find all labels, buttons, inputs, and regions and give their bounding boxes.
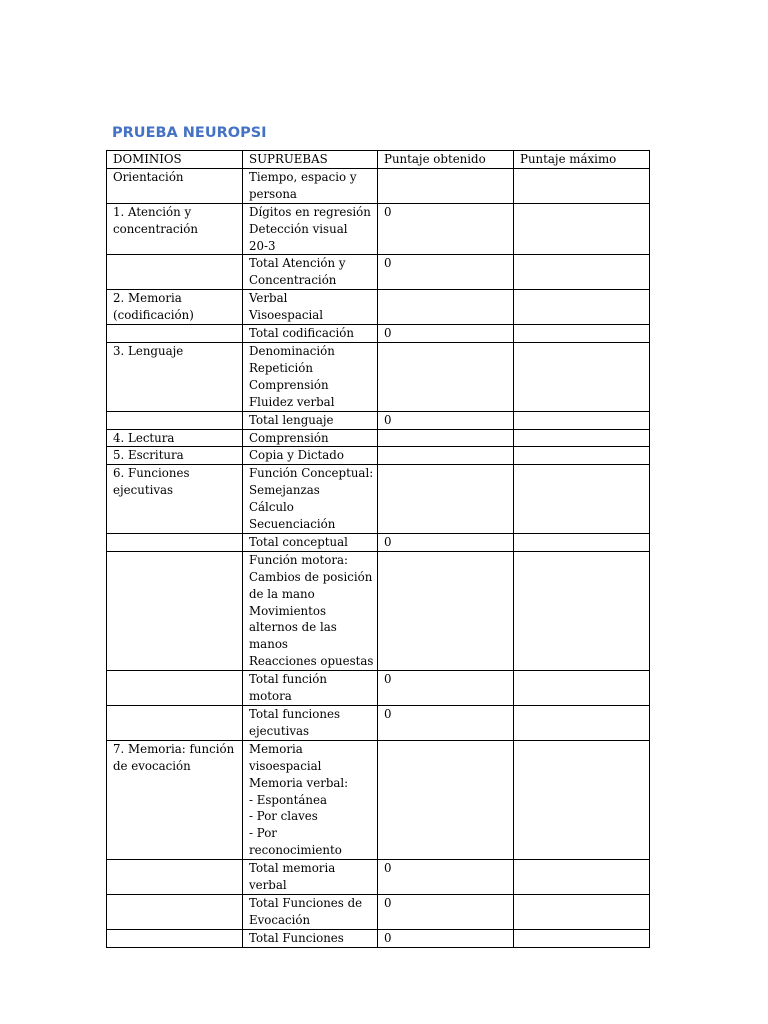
dominio-cell [107, 203, 243, 255]
subprueba-cell [243, 411, 378, 429]
puntaje-obtenido-cell [378, 429, 514, 447]
subprueba-cell-line: Semejanzas [249, 483, 320, 498]
dominio-cell [107, 706, 243, 741]
table-row [107, 740, 650, 859]
puntaje-maximo-cell [514, 671, 650, 706]
puntaje-obtenido-cell: 0 [378, 894, 514, 929]
table-row [107, 706, 650, 741]
subprueba-cell [243, 325, 378, 343]
empty-cell-line [113, 255, 242, 272]
table-row [107, 671, 650, 706]
table-row [107, 929, 650, 947]
dominio-cell [107, 929, 243, 947]
subprueba-cell-line: Repetición [249, 360, 313, 375]
puntaje-maximo-cell [514, 929, 650, 947]
neuropsi-score-table [106, 150, 650, 948]
subprueba-cell-line: Total memoria [249, 861, 336, 876]
subprueba-cell-line: reconocimiento [249, 843, 342, 858]
subprueba-cell [243, 203, 378, 255]
table-row [107, 168, 650, 203]
subprueba-cell-line: manos [249, 637, 288, 652]
empty-cell-line [113, 671, 242, 688]
dominio-cell [107, 533, 243, 551]
empty-cell-line [113, 534, 242, 551]
dominio-cell-line: 1. Atención y [113, 204, 192, 219]
puntaje-obtenido-cell [378, 342, 514, 411]
subprueba-cell-line: Total funciones [249, 707, 341, 721]
empty-cell-line [113, 412, 242, 429]
subprueba-cell [243, 551, 378, 670]
table-body [107, 168, 650, 947]
dominio-cell [107, 447, 243, 465]
subprueba-cell-line: - Espontánea [249, 792, 328, 807]
puntaje-obtenido-cell: 0 [378, 706, 514, 741]
dominio-cell-line: (codificación) [113, 308, 194, 323]
subprueba-cell [243, 255, 378, 290]
puntaje-maximo-cell [514, 740, 650, 859]
table-row [107, 465, 650, 534]
puntaje-obtenido-cell [378, 168, 514, 203]
puntaje-maximo-cell [514, 411, 650, 429]
subprueba-cell [243, 894, 378, 929]
dominio-cell-line: Orientación [113, 169, 184, 184]
subprueba-cell-line: Total función [249, 672, 327, 687]
table-row [107, 290, 650, 325]
puntaje-maximo-cell [514, 706, 650, 741]
subprueba-cell-line: Movimientos [249, 603, 327, 618]
table-row [107, 255, 650, 290]
empty-cell-line [113, 325, 242, 342]
subprueba-cell-line: Función motora: [249, 552, 348, 567]
puntaje-obtenido-cell: 0 [378, 255, 514, 290]
dominio-cell-line: concentración [113, 221, 198, 236]
subprueba-cell-line: Concentración [249, 273, 337, 288]
header-subpruebas: SUPRUEBAS [243, 151, 378, 169]
subprueba-cell [243, 168, 378, 203]
dominio-cell [107, 411, 243, 429]
subprueba-cell-line: Memoria verbal: [249, 775, 349, 790]
table-row [107, 447, 650, 465]
dominio-cell-line: de evocación [113, 758, 191, 773]
puntaje-obtenido-cell: 0 [378, 325, 514, 343]
subprueba-cell-line: Copia y Dictado [249, 448, 344, 463]
puntaje-obtenido-cell: 0 [378, 929, 514, 947]
dominio-cell [107, 671, 243, 706]
puntaje-obtenido-cell: 0 [378, 411, 514, 429]
subprueba-cell-line: Visoespacial [249, 308, 324, 323]
dominio-cell [107, 465, 243, 534]
table-row [107, 342, 650, 411]
empty-cell-line [113, 895, 242, 912]
puntaje-maximo-cell [514, 290, 650, 325]
subprueba-cell [243, 929, 378, 947]
subprueba-cell-line: Comprensión [249, 377, 329, 392]
subprueba-cell-line: Secuenciación [249, 517, 336, 532]
subprueba-cell-line: Total conceptual [249, 534, 348, 549]
table-row [107, 411, 650, 429]
puntaje-maximo-cell [514, 894, 650, 929]
puntaje-maximo-cell [514, 429, 650, 447]
table-row [107, 533, 650, 551]
dominio-cell-line: 5. Escritura [113, 448, 184, 463]
subprueba-cell-line: Total Funciones [249, 930, 344, 945]
header-dominios: DOMINIOS [107, 151, 243, 169]
puntaje-obtenido-cell [378, 290, 514, 325]
table-row [107, 203, 650, 255]
puntaje-maximo-cell [514, 551, 650, 670]
header-row [107, 151, 650, 169]
dominio-cell-line: 6. Funciones [113, 466, 190, 481]
subprueba-cell [243, 740, 378, 859]
dominio-cell [107, 551, 243, 670]
puntaje-obtenido-cell: 0 [378, 533, 514, 551]
subprueba-cell [243, 860, 378, 895]
subprueba-cell-line: Denominación [249, 343, 335, 358]
dominio-cell [107, 740, 243, 859]
subprueba-cell [243, 429, 378, 447]
dominio-cell-line: 7. Memoria: función [113, 741, 235, 756]
dominio-cell-line: ejecutivas [113, 483, 174, 498]
subprueba-cell-line: Total Funciones de [249, 895, 363, 910]
table-row [107, 894, 650, 929]
subprueba-cell-line: 20-3 [249, 238, 276, 253]
subprueba-cell [243, 533, 378, 551]
subprueba-cell-line: motora [249, 689, 292, 704]
table-row [107, 860, 650, 895]
empty-cell-line [113, 706, 242, 723]
subprueba-cell-line: ejecutivas [249, 723, 310, 738]
subprueba-cell [243, 342, 378, 411]
puntaje-obtenido-cell [378, 551, 514, 670]
puntaje-obtenido-cell: 0 [378, 860, 514, 895]
subprueba-cell [243, 465, 378, 534]
subprueba-cell-line: - Por [249, 826, 277, 841]
subprueba-cell-line: - Por claves [249, 809, 318, 824]
dominio-cell [107, 342, 243, 411]
puntaje-maximo-cell [514, 860, 650, 895]
puntaje-maximo-cell [514, 325, 650, 343]
puntaje-maximo-cell [514, 255, 650, 290]
subprueba-cell-line: Dígitos en regresión [249, 204, 371, 219]
subprueba-cell-line: Memoria [249, 741, 303, 756]
puntaje-obtenido-cell [378, 465, 514, 534]
table-row [107, 551, 650, 670]
puntaje-maximo-cell [514, 342, 650, 411]
dominio-cell [107, 168, 243, 203]
subprueba-cell-line: Cálculo [249, 500, 294, 515]
header-puntaje-maximo: Puntaje máximo [514, 151, 650, 169]
subprueba-cell-line: Total codificación [249, 326, 354, 341]
puntaje-maximo-cell [514, 465, 650, 534]
subprueba-cell-line: Fluidez verbal [249, 394, 335, 409]
table-row [107, 429, 650, 447]
subprueba-cell-line: Verbal [249, 291, 288, 306]
dominio-cell [107, 429, 243, 447]
document-title: PRUEBA NEUROPSI [112, 125, 267, 141]
puntaje-obtenido-cell: 0 [378, 203, 514, 255]
puntaje-maximo-cell [514, 168, 650, 203]
puntaje-maximo-cell [514, 203, 650, 255]
puntaje-obtenido-cell: 0 [378, 671, 514, 706]
subprueba-cell-line: Tiempo, espacio y [249, 169, 357, 184]
dominio-cell-line: 2. Memoria [113, 291, 182, 306]
subprueba-cell-line: de la mano [249, 586, 315, 601]
table-header [107, 151, 650, 169]
empty-cell-line [113, 860, 242, 877]
subprueba-cell-line: verbal [249, 878, 287, 893]
subprueba-cell-line: Reacciones opuestas [249, 654, 374, 669]
subprueba-cell-line: persona [249, 186, 297, 201]
subprueba-cell-line: Evocación [249, 912, 311, 927]
subprueba-cell-line: Cambios de posición [249, 569, 373, 584]
subprueba-cell-line: Función Conceptual: [249, 466, 374, 481]
empty-cell-line [113, 552, 242, 569]
subprueba-cell [243, 290, 378, 325]
dominio-cell [107, 860, 243, 895]
empty-cell-line [113, 930, 242, 947]
subprueba-cell-line: alternos de las [249, 620, 337, 635]
puntaje-obtenido-cell [378, 447, 514, 465]
subprueba-cell-line: Comprensión [249, 430, 329, 445]
subprueba-cell-line: visoespacial [249, 758, 322, 773]
subprueba-cell [243, 671, 378, 706]
subprueba-cell [243, 706, 378, 741]
header-puntaje-obtenido: Puntaje obtenido [378, 151, 514, 169]
dominio-cell [107, 325, 243, 343]
dominio-cell [107, 255, 243, 290]
puntaje-maximo-cell [514, 447, 650, 465]
puntaje-maximo-cell [514, 533, 650, 551]
dominio-cell [107, 290, 243, 325]
puntaje-obtenido-cell [378, 740, 514, 859]
subprueba-cell-line: Total Atención y [249, 256, 346, 271]
subprueba-cell-line: Detección visual [249, 221, 348, 236]
subprueba-cell [243, 447, 378, 465]
subprueba-cell-line: Total lenguaje [249, 412, 334, 427]
dominio-cell-line: 4. Lectura [113, 430, 175, 445]
table-row [107, 325, 650, 343]
dominio-cell [107, 894, 243, 929]
dominio-cell-line: 3. Lenguaje [113, 343, 184, 358]
